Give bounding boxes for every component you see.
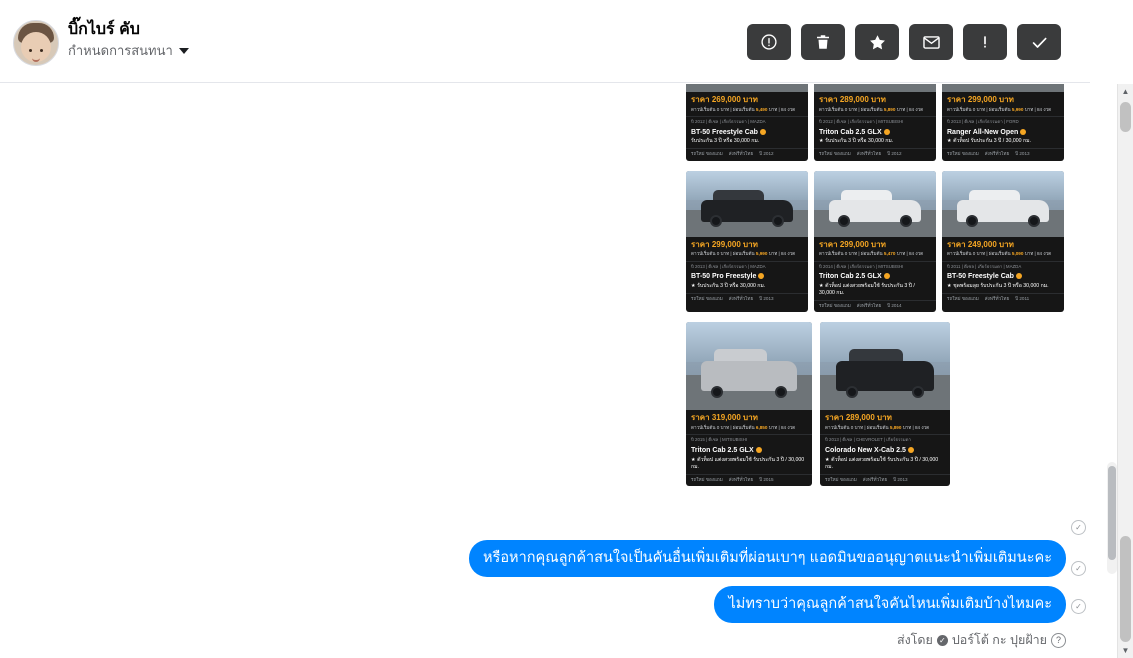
chevron-down-icon[interactable] bbox=[179, 48, 189, 54]
report-button[interactable] bbox=[747, 24, 791, 60]
card-model bbox=[686, 127, 808, 137]
mark-unread-button[interactable] bbox=[963, 24, 1007, 60]
car-listing-card[interactable] bbox=[820, 322, 950, 486]
card-specs: ปี 2012 | ดีเซล | เกียร์ธรรมดา | MAZDA bbox=[686, 116, 808, 127]
help-icon[interactable]: ? bbox=[1051, 633, 1066, 648]
card-footer-mid: ส่งฟรีทั่วไทย bbox=[984, 151, 1010, 157]
card-specs: ปี 2013 | ดีเซล | เกียร์ธรรมดา | FORD bbox=[942, 116, 1064, 127]
photo-wheel-right bbox=[775, 386, 787, 398]
car-photo bbox=[942, 84, 1064, 92]
card-terms-prefix: ดาวน์เริ่มต้น 0 บาท | ผ่อนเริ่มต้น bbox=[691, 106, 755, 112]
card-footer-left: รถใหม่ ของแถม bbox=[691, 151, 723, 157]
card-specs: ปี 2015 | ดีเซล | MITSUBISHI bbox=[686, 434, 812, 445]
star-icon bbox=[868, 33, 887, 52]
card-footer bbox=[942, 293, 1064, 305]
card-footer-left: รถใหม่ ของแถม bbox=[947, 151, 979, 157]
card-terms bbox=[814, 251, 936, 259]
thread-scrollbar-thumb[interactable] bbox=[1108, 466, 1116, 560]
card-terms-prefix: ดาวน์เริ่มต้น 0 บาท | ผ่อนเริ่มต้น bbox=[947, 106, 1011, 112]
photo-wheel-right bbox=[1028, 215, 1040, 227]
car-photo bbox=[814, 84, 936, 92]
message-row bbox=[469, 540, 1066, 577]
message-row bbox=[714, 586, 1066, 623]
card-footer-left: รถใหม่ ของแถม bbox=[691, 476, 723, 482]
card-footer bbox=[814, 300, 936, 312]
card-terms-suffix: บาท | 84 งวด bbox=[896, 251, 924, 257]
card-terms bbox=[942, 251, 1064, 259]
card-model-label: Triton Cab 2.5 GLX bbox=[691, 447, 754, 455]
card-footer-mid: ส่งฟรีทั่วไทย bbox=[728, 295, 754, 301]
card-model-label: BT-50 Freestyle Cab bbox=[947, 273, 1014, 281]
car-photo bbox=[942, 171, 1064, 237]
card-footer bbox=[686, 293, 808, 305]
car-listing-card[interactable] bbox=[686, 322, 812, 486]
verified-badge-icon: ✓ bbox=[937, 635, 948, 646]
car-listing-card-grid bbox=[686, 84, 1066, 492]
card-model bbox=[942, 271, 1064, 281]
card-promo: ★ รับประกัน 3 ปี หรือ 30,000 กม. bbox=[819, 138, 894, 145]
verified-seal-icon bbox=[884, 129, 890, 135]
card-terms-amount: 6,850 bbox=[755, 424, 768, 430]
message-delivered-icon: ✓ bbox=[1071, 520, 1086, 535]
car-photo bbox=[686, 322, 812, 410]
card-terms-prefix: ดาวน์เริ่มต้น 0 บาท | ผ่อนเริ่มต้น bbox=[691, 251, 755, 257]
scroll-up-arrow-icon[interactable]: ▲ bbox=[1121, 87, 1130, 96]
card-model bbox=[814, 127, 936, 137]
card-footer-left: รถใหม่ ของแถม bbox=[819, 151, 851, 157]
photo-wheel-right bbox=[772, 215, 784, 227]
card-terms-suffix: บาท | 84 งวด bbox=[1024, 106, 1052, 112]
scroll-down-arrow-icon[interactable]: ▼ bbox=[1121, 646, 1130, 655]
card-row bbox=[686, 84, 1066, 161]
mail-button[interactable] bbox=[909, 24, 953, 60]
card-terms-prefix: ดาวน์เริ่มต้น 0 บาท | ผ่อนเริ่มต้น bbox=[819, 106, 883, 112]
verified-seal-icon bbox=[884, 273, 890, 279]
car-listing-card[interactable] bbox=[942, 84, 1064, 161]
card-price: ราคา 299,000 บาท bbox=[691, 239, 758, 249]
card-price: ราคา 299,000 บาท bbox=[819, 239, 886, 249]
card-model-label: BT-50 Pro Freestyle bbox=[691, 273, 757, 281]
card-footer-left: รถใหม่ ของแถม bbox=[691, 295, 723, 301]
card-footer-mid: ส่งฟรีทั่วไทย bbox=[728, 151, 754, 157]
card-terms bbox=[814, 107, 936, 115]
card-terms-amount: 5,990 bbox=[755, 251, 768, 257]
card-model-label: Triton Cab 2.5 GLX bbox=[819, 128, 882, 136]
card-terms-prefix: ดาวน์เริ่มต้น 0 บาท | ผ่อนเริ่มต้น bbox=[947, 251, 1011, 257]
photo-wheel-right bbox=[900, 215, 912, 227]
card-footer-right: ปี 2013 bbox=[759, 295, 774, 301]
page-scrollbar-thumb[interactable] bbox=[1120, 102, 1131, 132]
card-footer-right: ปี 2014 bbox=[887, 302, 902, 308]
card-footer-right: ปี 2012 bbox=[887, 151, 902, 157]
card-footer-right: ปี 2012 bbox=[759, 151, 774, 157]
card-row bbox=[686, 171, 1066, 313]
card-promo: ★ ตัวท็อป แต่งสวยพร้อมใช้ รับประกัน 3 ปี / 30,000 กม. bbox=[691, 456, 805, 470]
verified-seal-icon bbox=[758, 273, 764, 279]
conversation-title-block bbox=[68, 20, 189, 59]
card-price: ราคา 269,000 บาท bbox=[691, 95, 758, 104]
card-footer bbox=[820, 474, 950, 486]
verified-seal-icon bbox=[908, 447, 914, 453]
card-specs: ปี 2013 | ดีเซล | CHEVROLET | เกียร์ธรรมดา bbox=[820, 434, 950, 445]
car-photo bbox=[814, 171, 936, 237]
card-terms bbox=[686, 107, 808, 115]
card-footer-right: ปี 2011 bbox=[1015, 295, 1030, 301]
message-delivered-icon: ✓ bbox=[1071, 561, 1086, 576]
sender-name: ปอร์โต้ กะ ปุยฝ้าย bbox=[951, 633, 1047, 647]
card-row bbox=[686, 322, 1066, 486]
card-model-label: Ranger All-New Open bbox=[947, 128, 1019, 136]
car-photo bbox=[686, 84, 808, 92]
page-scrollbar[interactable] bbox=[1117, 84, 1133, 658]
thread-scrollbar[interactable] bbox=[1107, 462, 1117, 574]
outgoing-message-bubble[interactable]: ไม่ทราบว่าคุณลูกค้าสนใจคันไหนเพิ่มเติมบ้างไหมคะ bbox=[714, 586, 1066, 623]
card-specs: ปี 2012 | ดีเซล | เกียร์ธรรมดา | MITSUBISHI bbox=[814, 116, 936, 127]
car-listing-card[interactable] bbox=[942, 171, 1064, 313]
card-terms bbox=[942, 107, 1064, 115]
car-listing-card[interactable] bbox=[686, 171, 808, 313]
card-footer bbox=[686, 148, 808, 160]
delete-button[interactable] bbox=[801, 24, 845, 60]
card-footer-mid: ส่งฟรีทั่วไทย bbox=[728, 476, 754, 482]
exclamation-circle-icon bbox=[760, 33, 778, 51]
card-footer-mid: ส่งฟรีทั่วไทย bbox=[862, 476, 888, 482]
avatar[interactable] bbox=[13, 20, 59, 66]
car-listing-card[interactable] bbox=[814, 171, 936, 313]
sent-by-label: ส่งโดย bbox=[896, 633, 933, 647]
card-footer-right: ปี 2013 bbox=[893, 476, 908, 482]
card-footer-mid: ส่งฟรีทั่วไทย bbox=[856, 302, 882, 308]
conversation-subtitle-label: กำหนดการสนทนา bbox=[68, 43, 173, 58]
card-terms-amount: 5,890 bbox=[883, 106, 896, 112]
card-terms-prefix: ดาวน์เริ่มต้น 0 บาท | ผ่อนเริ่มต้น bbox=[819, 251, 883, 257]
card-terms bbox=[686, 251, 808, 259]
card-price: ราคา 289,000 บาท bbox=[825, 413, 892, 423]
conversation-subtitle[interactable] bbox=[68, 43, 189, 59]
card-promo: ★ ชุดพร้อมลุย รับประกัน 3 ปี หรือ 30,000 กม. bbox=[947, 282, 1049, 289]
page-title: บิ๊กไบร์ คับ bbox=[68, 21, 140, 38]
card-promo: ★ ตัวท็อป รับประกัน 3 ปี / 30,000 กม. bbox=[947, 138, 1031, 145]
card-terms-suffix: บาท | 84 งวด bbox=[768, 106, 796, 112]
avatar-eye-left bbox=[29, 49, 32, 52]
verified-seal-icon bbox=[760, 129, 766, 135]
card-model bbox=[814, 271, 936, 281]
photo-wheel-left bbox=[846, 386, 858, 398]
photo-ground bbox=[686, 84, 808, 92]
card-footer-right: ปี 2013 bbox=[1015, 151, 1030, 157]
card-footer-mid: ส่งฟรีทั่วไทย bbox=[856, 151, 882, 157]
card-footer bbox=[686, 474, 812, 486]
card-footer-left: รถใหม่ ของแถม bbox=[947, 295, 979, 301]
verified-seal-icon bbox=[1016, 273, 1022, 279]
car-listing-card[interactable] bbox=[686, 84, 808, 161]
verified-seal-icon bbox=[1020, 129, 1026, 135]
card-terms-suffix: บาท | 84 งวด bbox=[902, 424, 930, 430]
exclamation-icon bbox=[976, 33, 994, 51]
car-photo bbox=[820, 322, 950, 410]
card-specs: ปี 2013 | ดีเซล | เกียร์ธรรมดา | MAZDA bbox=[686, 261, 808, 272]
card-terms-prefix: ดาวน์เริ่มต้น 0 บาท | ผ่อนเริ่มต้น bbox=[825, 424, 889, 430]
card-model-label: Triton Cab 2.5 GLX bbox=[819, 273, 882, 281]
card-terms-suffix: บาท | 84 งวด bbox=[896, 106, 924, 112]
card-price: ราคา 319,000 บาท bbox=[691, 413, 758, 423]
mark-done-button[interactable] bbox=[1017, 24, 1061, 60]
card-terms-prefix: ดาวน์เริ่มต้น 0 บาท | ผ่อนเริ่มต้น bbox=[691, 424, 755, 430]
card-promo: ★ รับประกัน 3 ปี หรือ 30,000 กม. bbox=[691, 282, 766, 289]
message-thread[interactable] bbox=[0, 84, 1090, 658]
card-terms-amount: 5,890 bbox=[889, 424, 902, 430]
sent-by-row bbox=[897, 630, 1066, 650]
card-promo: ★ ตัวท็อป แต่งสวยพร้อมใช้ รับประกัน 3 ปี / 30,000 กม. bbox=[825, 456, 939, 470]
card-price: ราคา 249,000 บาท bbox=[947, 239, 1014, 249]
photo-wheel-left bbox=[711, 386, 723, 398]
card-price: ราคา 289,000 บาท bbox=[819, 95, 886, 104]
card-promo: ★ ตัวท็อป แต่งสวยพร้อมใช้ รับประกัน 3 ปี / 30,000 กม. bbox=[819, 282, 915, 296]
verified-seal-icon bbox=[756, 447, 762, 453]
card-model bbox=[686, 445, 812, 455]
check-icon bbox=[1030, 33, 1049, 52]
card-terms-amount: 5,470 bbox=[883, 251, 896, 257]
card-footer-mid: ส่งฟรีทั่วไทย bbox=[984, 295, 1010, 301]
outgoing-message-bubble[interactable]: หรือหากคุณลูกค้าสนใจเป็นคันอื่นเพิ่มเติมที่ผ่อนเบาๆ แอดมินขออนุญาตแนะนำเพิ่มเติมนะคะ bbox=[469, 540, 1066, 577]
card-terms-amount: 5,990 bbox=[1011, 106, 1024, 112]
header-actions bbox=[747, 24, 1061, 60]
car-photo bbox=[686, 171, 808, 237]
card-terms-suffix: บาท | 84 งวด bbox=[768, 251, 796, 257]
photo-ground bbox=[942, 84, 1064, 92]
favorite-button[interactable] bbox=[855, 24, 899, 60]
card-footer bbox=[942, 148, 1064, 160]
card-footer-left: รถใหม่ ของแถม bbox=[825, 476, 857, 482]
card-model bbox=[820, 445, 950, 455]
card-terms-suffix: บาท | 84 งวด bbox=[768, 424, 796, 430]
avatar-eye-right bbox=[40, 49, 43, 52]
card-footer-right: ปี 2015 bbox=[759, 476, 774, 482]
card-footer bbox=[814, 148, 936, 160]
conversation-header bbox=[0, 0, 1090, 83]
card-promo: รับประกัน 3 ปี หรือ 30,000 กม. bbox=[691, 138, 760, 145]
card-model bbox=[686, 271, 808, 281]
card-terms bbox=[686, 425, 812, 433]
card-price: ราคา 299,000 บาท bbox=[947, 95, 1014, 104]
card-terms-amount: 5,490 bbox=[755, 106, 768, 112]
car-listing-card[interactable] bbox=[814, 84, 936, 161]
photo-ground bbox=[814, 84, 936, 92]
card-terms-suffix: บาท | 84 งวด bbox=[1024, 251, 1052, 257]
trash-icon bbox=[814, 33, 832, 51]
card-model bbox=[942, 127, 1064, 137]
message-seen-icon: ✓ bbox=[1071, 599, 1086, 614]
card-specs: ปี 2011 | ดีเซล | เกียร์ธรรมดา | MAZDA bbox=[942, 261, 1064, 272]
page-scrollbar-thumb-lower[interactable] bbox=[1120, 536, 1131, 642]
card-terms-amount: 5,090 bbox=[1011, 251, 1024, 257]
card-model-label: Colorado New X-Cab 2.5 bbox=[825, 447, 906, 455]
card-terms bbox=[820, 425, 950, 433]
card-specs: ปี 2014 | ดีเซล | เกียร์ธรรมดา | MITSUBISHI bbox=[814, 261, 936, 272]
card-footer-left: รถใหม่ ของแถม bbox=[819, 302, 851, 308]
card-model-label: BT-50 Freestyle Cab bbox=[691, 128, 758, 136]
envelope-icon bbox=[922, 33, 941, 52]
photo-wheel-right bbox=[912, 386, 924, 398]
